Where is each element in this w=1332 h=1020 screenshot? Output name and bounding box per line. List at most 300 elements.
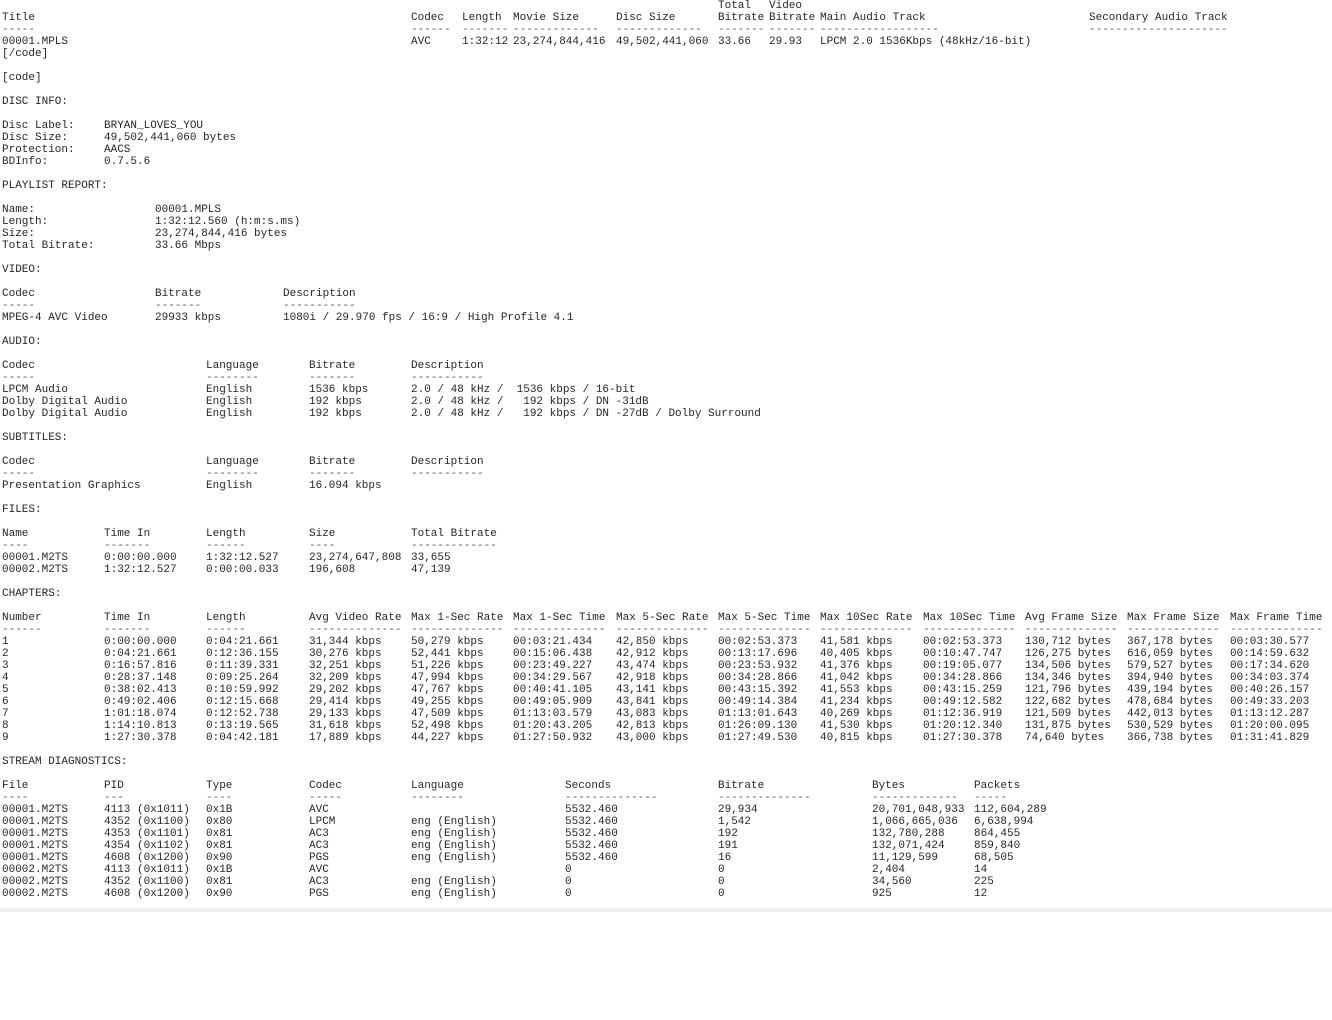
- dash-separator: ----: [2, 540, 29, 552]
- dash-separator: -----: [2, 468, 36, 480]
- chapter-length: 0:04:42.181: [206, 732, 279, 744]
- dash-separator: -------: [309, 468, 356, 480]
- diag-header-bytes: Bytes: [872, 780, 906, 792]
- video-header-codec: Codec: [2, 288, 36, 300]
- dash-separator: ----: [2, 792, 29, 804]
- disc-info-label: BDInfo:: [2, 156, 49, 168]
- diag-pid: 4352 (0x1100): [104, 816, 190, 828]
- diag-type: 0x81: [206, 828, 233, 840]
- diag-type: 0x90: [206, 888, 233, 900]
- chapter-length: 0:09:25.264: [206, 672, 279, 684]
- summary-header-line-1: [2, 0, 1330, 12]
- diag-packets: 112,604,289: [974, 804, 1047, 816]
- dash-separator: -----: [2, 300, 36, 312]
- subtitles-header-language: Language: [206, 456, 259, 468]
- diag-row: [2, 852, 1330, 864]
- chapter-number: 5: [2, 684, 9, 696]
- chapter-max-frame-time: 01:13:12.287: [1230, 708, 1310, 720]
- chapter-max-5sec-time: 01:13:01.643: [718, 708, 798, 720]
- chapter-max-10sec-rate: 41,234 kbps: [820, 696, 893, 708]
- summary-video-label: Video: [769, 0, 803, 12]
- audio-language: English: [206, 408, 253, 420]
- chapter-length: 0:13:19.565: [206, 720, 279, 732]
- diag-pid: 4608 (0x1200): [104, 852, 190, 864]
- diag-type: 0x1B: [206, 804, 233, 816]
- summary-row: [2, 36, 1330, 48]
- audio-codec: Dolby Digital Audio: [2, 396, 128, 408]
- summary-codec: AVC: [411, 36, 431, 48]
- diag-bitrate: 1,542: [718, 816, 752, 828]
- dash-separator: -------: [104, 624, 151, 636]
- chapter-max-5sec-time: 00:02:53.373: [718, 636, 798, 648]
- chapter-length: 0:12:36.155: [206, 648, 279, 660]
- diag-codec: AC3: [309, 876, 329, 888]
- audio-description: 2.0 / 48 kHz / 1536 kbps / 16-bit: [411, 384, 636, 396]
- chapter-max-1sec-time: 00:03:21.434: [513, 636, 593, 648]
- playlist-report-heading: PLAYLIST REPORT:: [2, 180, 108, 192]
- chapter-max-frame-size: 439,194 bytes: [1127, 684, 1213, 696]
- chapter-max-10sec-rate: 41,042 kbps: [820, 672, 893, 684]
- blank-line: [2, 768, 1330, 780]
- dash-separator: ------: [206, 540, 246, 552]
- audio-header-codec: Codec: [2, 360, 36, 372]
- chapter-max-1sec-time: 01:27:50.932: [513, 732, 593, 744]
- blank-line: [2, 192, 1330, 204]
- diag-bitrate: 0: [718, 888, 725, 900]
- diag-packets: 68,505: [974, 852, 1014, 864]
- diag-packets: 225: [974, 876, 994, 888]
- video-dash-row: [2, 300, 1330, 312]
- chapter-max-1sec-time: 00:23:49.227: [513, 660, 593, 672]
- diag-bitrate: 0: [718, 864, 725, 876]
- chapter-max-frame-size: 366,738 bytes: [1127, 732, 1213, 744]
- chapter-number: 9: [2, 732, 9, 744]
- audio-header-description: Description: [411, 360, 484, 372]
- chapters-header-avg-frame-size: Avg Frame Size: [1025, 612, 1118, 624]
- diag-bitrate: 29,934: [718, 804, 758, 816]
- dash-separator: -------------: [411, 540, 497, 552]
- chapter-avg-video-rate: 32,209 kbps: [309, 672, 382, 684]
- blank-line: [2, 420, 1330, 432]
- diag-row: [2, 804, 1330, 816]
- chapter-avg-frame-size: 121,509 bytes: [1025, 708, 1111, 720]
- chapter-max-1sec-rate: 52,498 kbps: [411, 720, 484, 732]
- chapter-max-1sec-time: 00:34:29.567: [513, 672, 593, 684]
- diag-pid: 4113 (0x1011): [104, 804, 190, 816]
- summary-header-title: Title: [2, 12, 36, 24]
- chapter-avg-video-rate: 31,618 kbps: [309, 720, 382, 732]
- diag-seconds: 0: [565, 888, 572, 900]
- diag-pid: 4352 (0x1100): [104, 876, 190, 888]
- chapter-max-5sec-rate: 43,141 kbps: [616, 684, 689, 696]
- chapter-max-10sec-time: 01:27:30.378: [923, 732, 1003, 744]
- diag-bytes: 11,129,599: [872, 852, 939, 864]
- chapter-max-10sec-rate: 40,405 kbps: [820, 648, 893, 660]
- diag-bytes: 132,071,424: [872, 840, 945, 852]
- chapter-max-5sec-rate: 42,912 kbps: [616, 648, 689, 660]
- chapter-max-frame-size: 530,529 bytes: [1127, 720, 1213, 732]
- chapter-max-10sec-rate: 41,530 kbps: [820, 720, 893, 732]
- chapters-header-max-10sec-rate: Max 10Sec Rate: [820, 612, 913, 624]
- subtitles-header-bitrate: Bitrate: [309, 456, 356, 468]
- chapter-time-in: 0:00:00.000: [104, 636, 177, 648]
- chapter-avg-frame-size: 121,796 bytes: [1025, 684, 1111, 696]
- chapters-dash-row: [2, 624, 1330, 636]
- playlist-value: 1:32:12.560 (h:m:s.ms): [155, 216, 301, 228]
- chapter-max-1sec-time: 01:20:43.205: [513, 720, 593, 732]
- diag-bytes: 1,066,665,036: [872, 816, 958, 828]
- audio-language: English: [206, 396, 253, 408]
- chapter-avg-frame-size: 131,875 bytes: [1025, 720, 1111, 732]
- chapter-max-10sec-time: 00:10:47.747: [923, 648, 1003, 660]
- dash-separator: --------: [411, 792, 464, 804]
- chapter-max-1sec-rate: 51,226 kbps: [411, 660, 484, 672]
- video-heading: VIDEO:: [2, 264, 42, 276]
- chapter-max-frame-time: 00:40:26.157: [1230, 684, 1310, 696]
- disc-info-label: Disc Size:: [2, 132, 69, 144]
- subtitles-dash-row: [2, 468, 1330, 480]
- summary-disc-size: 49,502,441,060: [616, 36, 709, 48]
- chapter-row: [2, 720, 1330, 732]
- chapter-max-10sec-rate: 40,815 kbps: [820, 732, 893, 744]
- chapter-number: 6: [2, 696, 9, 708]
- dash-separator: --------: [206, 468, 259, 480]
- diag-row: [2, 828, 1330, 840]
- audio-codec: Dolby Digital Audio: [2, 408, 128, 420]
- file-time-in: 0:00:00.000: [104, 552, 177, 564]
- summary-header-secondary-audio: Secondary Audio Track: [1089, 12, 1228, 24]
- diag-bitrate: 0: [718, 876, 725, 888]
- files-row: [2, 564, 1330, 576]
- chapter-row: [2, 684, 1330, 696]
- audio-row: [2, 384, 1330, 396]
- chapter-max-5sec-rate: 42,850 kbps: [616, 636, 689, 648]
- chapters-header-max-5sec-rate: Max 5-Sec Rate: [616, 612, 709, 624]
- blank-line: [2, 600, 1330, 612]
- chapter-number: 7: [2, 708, 9, 720]
- chapter-max-5sec-time: 00:23:53.932: [718, 660, 798, 672]
- playlist-label: Size:: [2, 228, 36, 240]
- diag-header-language: Language: [411, 780, 464, 792]
- chapter-number: 2: [2, 648, 9, 660]
- subtitles-heading: SUBTITLES:: [2, 432, 69, 444]
- audio-bitrate: 192 kbps: [309, 408, 362, 420]
- chapters-header-max-1sec-time: Max 1-Sec Time: [513, 612, 606, 624]
- dash-separator: ------: [2, 624, 42, 636]
- files-heading: FILES:: [2, 504, 42, 516]
- file-length: 0:00:00.033: [206, 564, 279, 576]
- chapter-max-frame-size: 478,684 bytes: [1127, 696, 1213, 708]
- chapter-time-in: 0:04:21.661: [104, 648, 177, 660]
- files-header-length: Length: [206, 528, 246, 540]
- dash-separator: --------------: [513, 624, 606, 636]
- dash-separator: ---------------------: [1089, 24, 1228, 36]
- chapter-max-1sec-rate: 49,255 kbps: [411, 696, 484, 708]
- chapter-max-frame-size: 579,527 bytes: [1127, 660, 1213, 672]
- video-description: 1080i / 29.970 fps / 16:9 / High Profile 4.1: [283, 312, 574, 324]
- blank-line: [2, 108, 1330, 120]
- chapter-max-10sec-time: 01:20:12.340: [923, 720, 1003, 732]
- audio-dash-row: [2, 372, 1330, 384]
- chapter-max-10sec-rate: 41,581 kbps: [820, 636, 893, 648]
- chapter-max-5sec-time: 00:13:17.696: [718, 648, 798, 660]
- chapter-length: 0:04:21.661: [206, 636, 279, 648]
- summary-main-audio: LPCM 2.0 1536Kbps (48kHz/16-bit): [820, 36, 1032, 48]
- summary-header-row: [2, 12, 1330, 24]
- chapter-max-5sec-rate: 42,813 kbps: [616, 720, 689, 732]
- diag-language: eng (English): [411, 876, 497, 888]
- diag-row: [2, 876, 1330, 888]
- diag-file: 00002.M2TS: [2, 888, 69, 900]
- summary-title: 00001.MPLS: [2, 36, 69, 48]
- dash-separator: -------: [769, 24, 816, 36]
- diag-seconds: 0: [565, 864, 572, 876]
- chapter-max-10sec-rate: 41,553 kbps: [820, 684, 893, 696]
- chapters-header-length: Length: [206, 612, 246, 624]
- diag-seconds: 5532.460: [565, 804, 618, 816]
- audio-header-row: [2, 360, 1330, 372]
- dash-separator: -----------: [411, 372, 484, 384]
- file-name: 00001.M2TS: [2, 552, 69, 564]
- disc-info-row: [2, 120, 1330, 132]
- diag-header-bitrate: Bitrate: [718, 780, 765, 792]
- dash-separator: ------------------: [820, 24, 939, 36]
- summary-movie-size: 23,274,844,416: [513, 36, 606, 48]
- diag-type: 0x80: [206, 816, 233, 828]
- diag-language: eng (English): [411, 888, 497, 900]
- dash-separator: -------: [104, 540, 151, 552]
- summary-length: 1:32:12: [462, 36, 509, 48]
- chapter-max-frame-time: 01:31:41.829: [1230, 732, 1310, 744]
- chapter-max-frame-time: 00:17:34.620: [1230, 660, 1310, 672]
- diag-dash-row: [2, 792, 1330, 804]
- chapter-max-frame-time: 00:03:30.577: [1230, 636, 1310, 648]
- diag-bitrate: 191: [718, 840, 738, 852]
- blank-line: [2, 492, 1330, 504]
- chapter-number: 8: [2, 720, 9, 732]
- diag-codec: AC3: [309, 840, 329, 852]
- chapter-max-1sec-time: 01:13:03.579: [513, 708, 593, 720]
- window-bottom-edge: [0, 908, 1332, 912]
- blank-line: [2, 516, 1330, 528]
- chapter-max-10sec-rate: 40,269 kbps: [820, 708, 893, 720]
- video-header-row: [2, 288, 1330, 300]
- chapters-header-max-1sec-rate: Max 1-Sec Rate: [411, 612, 504, 624]
- diag-packets: 12: [974, 888, 988, 900]
- chapter-avg-frame-size: 122,682 bytes: [1025, 696, 1111, 708]
- chapter-avg-video-rate: 17,889 kbps: [309, 732, 382, 744]
- dash-separator: -----------: [411, 468, 484, 480]
- summary-dash-row: [2, 24, 1330, 36]
- dash-separator: -----: [974, 792, 1008, 804]
- chapter-max-10sec-time: 00:02:53.373: [923, 636, 1003, 648]
- chapter-avg-video-rate: 31,344 kbps: [309, 636, 382, 648]
- subtitles-codec: Presentation Graphics: [2, 480, 141, 492]
- chapter-max-1sec-rate: 47,509 kbps: [411, 708, 484, 720]
- summary-video-bitrate: 29.93: [769, 36, 803, 48]
- dash-separator: --------------: [718, 792, 811, 804]
- diag-seconds: 5532.460: [565, 852, 618, 864]
- diag-header-packets: Packets: [974, 780, 1021, 792]
- diag-bitrate: 16: [718, 852, 732, 864]
- chapter-avg-frame-size: 130,712 bytes: [1025, 636, 1111, 648]
- chapter-time-in: 1:27:30.378: [104, 732, 177, 744]
- chapter-max-5sec-time: 00:49:14.384: [718, 696, 798, 708]
- audio-language: English: [206, 384, 253, 396]
- diag-type: 0x81: [206, 840, 233, 852]
- diag-header-type: Type: [206, 780, 233, 792]
- chapter-avg-frame-size: 74,640 bytes: [1025, 732, 1105, 744]
- end-code-tag: [/code]: [2, 48, 49, 60]
- chapter-max-1sec-time: 00:40:41.105: [513, 684, 593, 696]
- files-header-total-bitrate: Total Bitrate: [411, 528, 497, 540]
- chapter-max-frame-time: 00:34:03.374: [1230, 672, 1310, 684]
- dash-separator: -----------: [283, 300, 356, 312]
- chapter-length: 0:12:52.738: [206, 708, 279, 720]
- chapter-max-5sec-time: 01:27:49.530: [718, 732, 798, 744]
- diag-bitrate: 192: [718, 828, 738, 840]
- diag-header-codec: Codec: [309, 780, 343, 792]
- dash-separator: ------: [411, 24, 451, 36]
- disc-info-value: BRYAN_LOVES_YOU: [104, 120, 204, 132]
- file-total-bitrate: 33,655: [411, 552, 451, 564]
- playlist-value: 33.66 Mbps: [155, 240, 222, 252]
- disc-info-value: 0.7.5.6: [104, 156, 151, 168]
- dash-separator: --------------: [565, 792, 658, 804]
- blank-line: [2, 744, 1330, 756]
- chapter-max-5sec-rate: 43,083 kbps: [616, 708, 689, 720]
- diag-type: 0x1B: [206, 864, 233, 876]
- dash-separator: --------------: [820, 624, 913, 636]
- files-header-name: Name: [2, 528, 29, 540]
- summary-total-label: Total: [718, 0, 752, 12]
- dash-separator: --------------: [923, 624, 1016, 636]
- summary-header-codec: Codec: [411, 12, 445, 24]
- diag-codec: AC3: [309, 828, 329, 840]
- blank-line: [2, 252, 1330, 264]
- subtitles-header-row: [2, 456, 1330, 468]
- disc-info-row: [2, 132, 1330, 144]
- chapter-max-1sec-rate: 47,767 kbps: [411, 684, 484, 696]
- diag-type: 0x81: [206, 876, 233, 888]
- diag-type: 0x90: [206, 852, 233, 864]
- diag-seconds: 0: [565, 876, 572, 888]
- diag-seconds: 5532.460: [565, 828, 618, 840]
- video-header-description: Description: [283, 288, 356, 300]
- dash-separator: ------: [206, 624, 246, 636]
- dash-separator: --------------: [616, 624, 709, 636]
- subtitles-header-description: Description: [411, 456, 484, 468]
- file-length: 1:32:12.527: [206, 552, 279, 564]
- playlist-row: [2, 204, 1330, 216]
- diag-bytes: 20,701,048,933: [872, 804, 965, 816]
- diag-language: eng (English): [411, 852, 497, 864]
- blank-line: [2, 324, 1330, 336]
- chapter-max-frame-size: 442,013 bytes: [1127, 708, 1213, 720]
- chapter-max-frame-size: 616,059 bytes: [1127, 648, 1213, 660]
- disc-info-row: [2, 144, 1330, 156]
- chapter-number: 3: [2, 660, 9, 672]
- chapter-row: [2, 696, 1330, 708]
- file-total-bitrate: 47,139: [411, 564, 451, 576]
- chapter-avg-video-rate: 29,202 kbps: [309, 684, 382, 696]
- chapter-max-5sec-time: 00:34:28.866: [718, 672, 798, 684]
- playlist-value: 23,274,844,416 bytes: [155, 228, 288, 240]
- playlist-value: 00001.MPLS: [155, 204, 222, 216]
- dash-separator: ----: [309, 540, 336, 552]
- diag-packets: 6,638,994: [974, 816, 1034, 828]
- diag-header-seconds: Seconds: [565, 780, 612, 792]
- diag-bytes: 925: [872, 888, 892, 900]
- disc-info-heading: DISC INFO:: [2, 96, 69, 108]
- chapter-max-5sec-rate: 42,918 kbps: [616, 672, 689, 684]
- chapter-row: [2, 648, 1330, 660]
- blank-line: [2, 276, 1330, 288]
- dash-separator: -----: [309, 792, 343, 804]
- dash-separator: -----: [2, 24, 36, 36]
- blank-line: [2, 576, 1330, 588]
- subtitles-header-codec: Codec: [2, 456, 36, 468]
- bdinfo-report: [2, 0, 1330, 906]
- dash-separator: -----: [2, 372, 36, 384]
- video-bitrate: 29933 kbps: [155, 312, 222, 324]
- playlist-row: [2, 216, 1330, 228]
- chapter-time-in: 0:16:57.816: [104, 660, 177, 672]
- dash-separator: ---: [104, 792, 124, 804]
- blank-line: [2, 444, 1330, 456]
- dash-separator: -------: [462, 24, 509, 36]
- subtitles-row: [2, 480, 1330, 492]
- files-header-size: Size: [309, 528, 336, 540]
- diag-language: eng (English): [411, 828, 497, 840]
- chapters-header-max-frame-size: Max Frame Size: [1127, 612, 1220, 624]
- dash-separator: ----: [206, 792, 233, 804]
- audio-bitrate: 192 kbps: [309, 396, 362, 408]
- diag-file: 00001.M2TS: [2, 816, 69, 828]
- chapter-max-5sec-rate: 43,474 kbps: [616, 660, 689, 672]
- chapter-max-10sec-time: 00:19:05.077: [923, 660, 1003, 672]
- chapter-max-10sec-rate: 41,376 kbps: [820, 660, 893, 672]
- audio-heading: AUDIO:: [2, 336, 42, 348]
- chapter-max-5sec-rate: 43,841 kbps: [616, 696, 689, 708]
- diag-codec: LPCM: [309, 816, 336, 828]
- diag-codec: PGS: [309, 888, 329, 900]
- chapter-max-1sec-rate: 50,279 kbps: [411, 636, 484, 648]
- chapter-max-10sec-time: 00:34:28.866: [923, 672, 1003, 684]
- diag-file: 00001.M2TS: [2, 840, 69, 852]
- chapter-length: 0:10:59.992: [206, 684, 279, 696]
- chapter-length: 0:11:39.331: [206, 660, 279, 672]
- video-codec: MPEG-4 AVC Video: [2, 312, 108, 324]
- disc-info-label: Disc Label:: [2, 120, 75, 132]
- chapters-header-time-in: Time In: [104, 612, 151, 624]
- chapter-max-10sec-time: 00:43:15.259: [923, 684, 1003, 696]
- chapters-header-max-10sec-time: Max 10Sec Time: [923, 612, 1016, 624]
- chapter-max-frame-time: 00:14:59.632: [1230, 648, 1310, 660]
- chapter-max-1sec-rate: 44,227 kbps: [411, 732, 484, 744]
- files-header-row: [2, 528, 1330, 540]
- diag-language: eng (English): [411, 840, 497, 852]
- chapter-max-10sec-time: 01:12:36.919: [923, 708, 1003, 720]
- dash-separator: --------------: [1025, 624, 1118, 636]
- summary-header-disc-size: Disc Size: [616, 12, 676, 24]
- diag-file: 00001.M2TS: [2, 804, 69, 816]
- subtitles-language: English: [206, 480, 253, 492]
- file-size: 23,274,647,808: [309, 552, 402, 564]
- video-header-bitrate: Bitrate: [155, 288, 202, 300]
- blank-line: [2, 348, 1330, 360]
- dash-separator: --------------: [411, 624, 504, 636]
